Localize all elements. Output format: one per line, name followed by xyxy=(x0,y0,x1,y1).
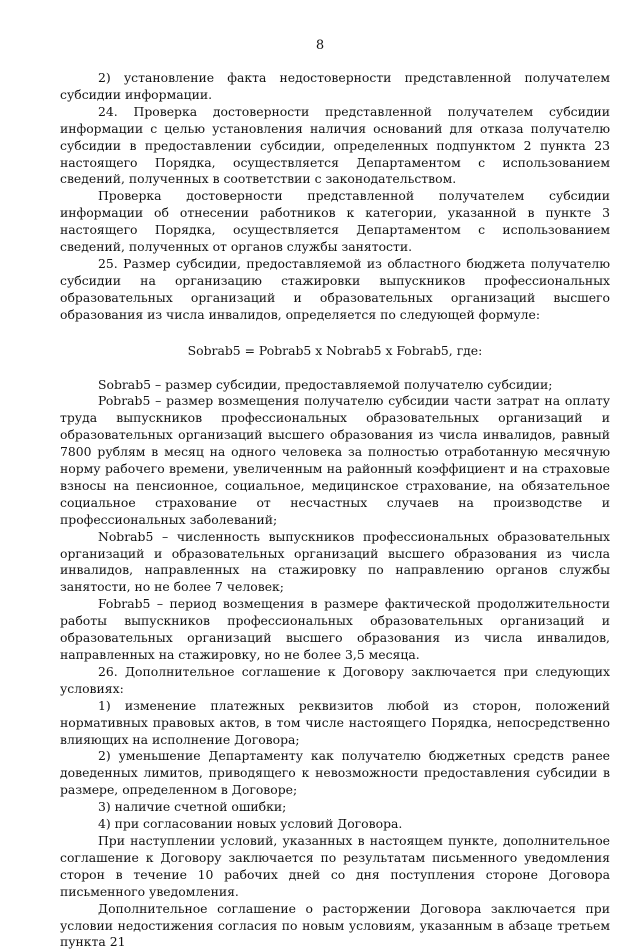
paragraph-pobrab5-definition: Pobrab5 – размер возмещения получателю субсидии части затрат на оплату труда выпускников профессиональных образовательных организаций и образовательных организаций высшего образования из числа инвалидов, равный 7800 рублям в месяц на одного человека за полностью отработанную месячную норму рабочего времени, увеличенным на районный коэффициент и на страховые взносы на пенсионное, социальное, медицинское страхование, на обязательное социальное страхование от несчастных случаев на производстве и профессиональных заболеваний; xyxy=(60,393,610,527)
paragraph-condition-3: 3) наличие счетной ошибки; xyxy=(98,799,287,815)
paragraph-condition-1: 1) изменение платежных реквизитов любой из сторон, положений нормативных правовых актов, в том числе настоящего Порядка, непосредственно влияющих на исполнение Договора; xyxy=(60,697,610,747)
paragraph-26-additional-agreement: 26. Дополнительное соглашение к Договору заключается при следующих условиях: xyxy=(60,663,610,696)
paragraph-termination-agreement: Дополнительное соглашение о расторжении Договора заключается при условии недостижения согласия по новым условиям, указанным в абзаце третьем пункта 21 xyxy=(60,900,610,950)
paragraph-condition-2: 2) уменьшение Департаменту как получателю бюджетных средств ранее доведенных лимитов, приводящего к невозможности предоставления субсидии в размере, определенном в Договоре; xyxy=(60,748,610,798)
paragraph-condition-4: 4) при согласовании новых условий Договора. xyxy=(98,816,403,832)
paragraph-nobrab5-definition: Nobrab5 – численность выпускников профессиональных образовательных организаций и образовательных организаций высшего образования из числа инвалидов, направленных на стажировку по направлению органов службы занятости, но не более 7 человек; xyxy=(60,528,610,595)
paragraph-notification-terms: При наступлении условий, указанных в настоящем пункте, дополнительное соглашение к Договору заключается по результатам письменного уведомления сторон в течение 10 рабочих дней со дня поступления стороне Договора письменного уведомления. xyxy=(60,832,610,899)
paragraph-25-subsidy-size: 25. Размер субсидии, предоставляемой из областного бюджета получателю субсидии на организацию стажировки выпускников профессиональных образовательных организаций и образовательных организаций высшего образования из числа инвалидов, определяется по следующей формуле: xyxy=(60,255,610,322)
paragraph-fobrab5-definition: Fobrab5 – период возмещения в размере фактической продолжительности работы выпускников профессиональных образовательных организаций и образовательных организаций высшего образования из числа инвалидов, направленных на стажировку, но не более 3,5 месяца. xyxy=(60,596,610,662)
document-body xyxy=(60,70,610,951)
paragraph-24-verification: 24. Проверка достоверности представленной получателем субсидии информации с целью установления наличия оснований для отказа получателю субсидии в предоставлении субсидии, определенных подпунктом 2 пункта 23 настоящего Порядка, осуществляется Департаментом с использованием сведений, полученных в соответствии с законодательством. xyxy=(60,103,610,187)
paragraph-item-2-unreliable-info: 2) установление факта недостоверности представленной получателем субсидии информации. xyxy=(60,70,610,102)
subsidy-formula: Sobrab5 = Pobrab5 x Nobrab5 x Fobrab5, где: xyxy=(187,342,483,358)
page-number: 8 xyxy=(315,38,325,53)
paragraph-sobrab5-definition: Sobrab5 – размер субсидии, предоставляемой получателю субсидии; xyxy=(98,376,553,392)
paragraph-verification-employees: Проверка достоверности представленной получателем субсидии информации об отнесении работников к категории, указанной в пункте 3 настоящего Порядка, осуществляется Департаментом с использованием сведений, полученных от органов службы занятости. xyxy=(60,188,610,255)
